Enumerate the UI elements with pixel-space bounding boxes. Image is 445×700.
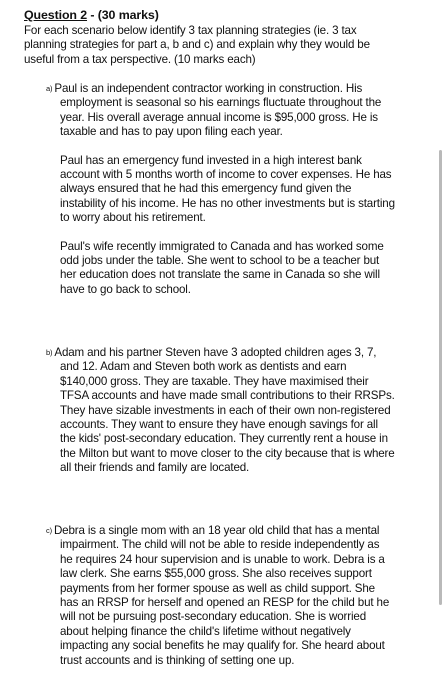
scenario-c-marker: c) xyxy=(46,526,52,535)
scenario-a-paragraph-3: Paul's wife recently immigrated to Canada and has worked some odd jobs under the table. She went to school to be a teacher but her education does not translate the same in Canada so she will have to go back to school. xyxy=(60,239,384,296)
scenario-a-paragraph-1: a) Paul is an independent contractor working in construction. His employment is seasonal so his earnings fluctuate throughout the year. His overall average annual income is $95,000 gross. He is taxable and has to pay upon filing each year. xyxy=(46,82,382,139)
scenario-b xyxy=(46,346,395,490)
scenario-a-marker: a) xyxy=(46,84,53,93)
vertical-scrollbar[interactable] xyxy=(439,150,442,605)
scenario-a-paragraph-2: Paul has an emergency fund invested in a high interest bank account with 5 months worth of income to cover expenses. He has always ensured that he had this emergency fund given the instability of his income. He has no other investments but is starting to worry about his retirement. xyxy=(60,153,395,225)
question-label: Question 2 xyxy=(24,8,88,22)
scenario-c-paragraph-1: c) Debra is a single mom with an 18 year old child that has a mental impairment. The child will not be able to reside independently as he requires 24 hour supervision and is unable to work. Debra is a law clerk. She earns $55,000 gross. She also receives support payments from her former spouse as well as child support. She has an RRSP for herself and opened an RESP for the child but he will not be pursuing post-secondary education. She is worried about helping finance the child's lifetime without negatively impacting any social benefits he may qualify for. She heard about trust accounts and is thinking of setting one up. xyxy=(46,524,390,667)
question-marks: - (30 marks) xyxy=(87,8,159,22)
question-instructions: For each scenario below identify 3 tax planning strategies (ie. 3 tax planning strategies for part a, b and c) and explain why they would be useful from a tax perspective. (10 marks each) xyxy=(24,24,370,66)
scenario-b-paragraph-1: b) Adam and his partner Steven have 3 adopted children ages 3, 7, and 12. Adam and Steven both work as dentists and earn $140,000 gross. They are taxable. They have maximised their TFSA accounts and have made small contributions to their RRSPs. They have sizable investments in each of their own non-registered accounts. They want to ensure they have enough savings for all the kids' post-secondary education. They currently rent a house in the Milton but want to move closer to the city because that is where all their friends and family are located. xyxy=(46,346,395,475)
question-heading xyxy=(24,8,159,22)
scenario-a xyxy=(46,82,395,311)
scenario-b-marker: b) xyxy=(46,348,53,357)
scenario-c xyxy=(46,524,395,682)
